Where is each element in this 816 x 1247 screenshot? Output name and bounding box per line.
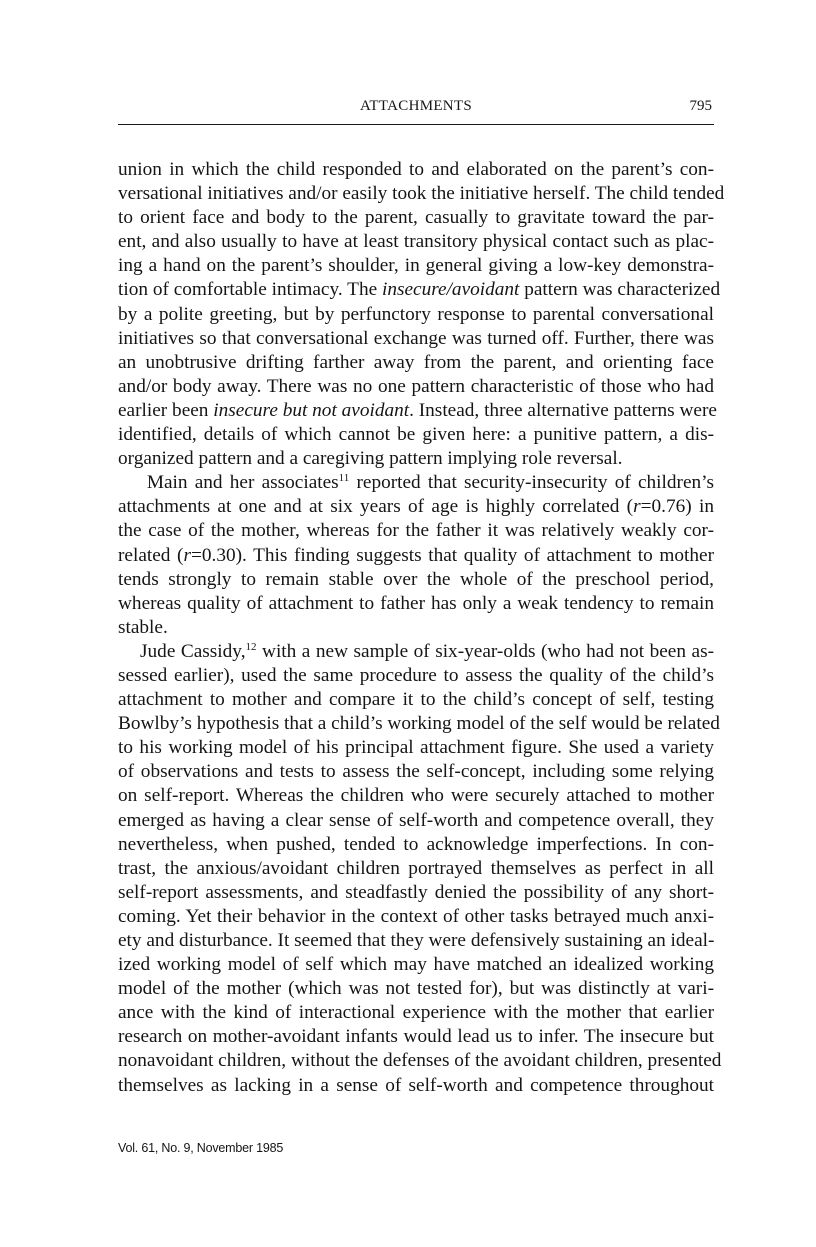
- paragraph: [118, 640, 722, 1098]
- text-run: =0.30). This finding suggests that quality of attachment to mother: [191, 544, 714, 566]
- footnote-ref: 12: [245, 640, 257, 653]
- text-line: coming. Yet their behavior in the context of other tasks betrayed much anxi-: [118, 905, 714, 927]
- text-line: identified, details of which cannot be given here: a punitive pattern, a dis-: [118, 424, 714, 446]
- text-line: the case of the mother, whereas for the father it was relatively weakly cor-: [118, 520, 714, 542]
- journal-citation: Vol. 61, No. 9, November 1985: [118, 1141, 284, 1155]
- text-line: [118, 471, 714, 495]
- text-line: on self-report. Whereas the children who were securely attached to mother: [118, 785, 714, 807]
- running-title: ATTACHMENTS: [359, 98, 473, 114]
- text-line: research on mother-avoidant infants would lead us to infer. The insecure but: [118, 1026, 714, 1048]
- text-line: to his working model of his principal attachment figure. She used a variety: [118, 737, 714, 759]
- text-line: ent, and also usually to have at least transitory physical contact such as plac-: [118, 231, 714, 253]
- text-line: stable.: [118, 616, 168, 638]
- text-line: self-report assessments, and steadfastly denied the possibility of any short-: [118, 881, 714, 903]
- variable: r: [183, 544, 191, 566]
- page-number: 795: [689, 98, 712, 114]
- text-run: with a new sample of six-year-olds (who had not been as-: [256, 640, 714, 662]
- emphasis-term: insecure/avoidant: [381, 279, 520, 301]
- text-line: ety and disturbance. It seemed that they were defensively sustaining an ideal-: [118, 930, 715, 951]
- text-line: emerged as having a clear sense of self-worth and competence overall, they: [118, 809, 714, 831]
- text-line: initiatives so that conversational exchange was turned off. Further, there was: [118, 327, 714, 349]
- text-line: whereas quality of attachment to father has only a weak tendency to remain: [118, 592, 714, 614]
- text-line: versational initiatives and/or easily took the initiative herself. The child tended: [118, 183, 725, 205]
- text-line: an unobtrusive drifting farther away from the parent, and orienting face: [118, 351, 714, 373]
- paragraph: [118, 471, 714, 640]
- text-run: reported that security-insecurity of children’s: [349, 472, 714, 494]
- text-run: pattern was characterized: [519, 279, 721, 301]
- text-line: model of the mother (which was not tested for), but was distinctly at vari-: [118, 978, 714, 1000]
- text-line: [118, 640, 714, 664]
- text-line: ized working model of self which may have matched an idealized working: [118, 954, 714, 976]
- text-run: . Instead, three alternative patterns were: [409, 399, 717, 421]
- text-line: nevertheless, when pushed, tended to acknowledge imperfections. In con-: [118, 833, 714, 855]
- text-line: by a polite greeting, but by perfunctory response to parental conversational: [118, 303, 714, 325]
- text-line: trast, the anxious/avoidant children portrayed themselves as perfect in all: [118, 857, 714, 879]
- text-line: ing a hand on the parent’s shoulder, in general giving a low-key demonstra-: [118, 255, 714, 277]
- text-line: [118, 278, 721, 302]
- text-run: Main and her associates: [146, 472, 339, 494]
- text-line: and/or body away. There was no one pattern characteristic of those who had: [118, 375, 714, 397]
- emphasis-term: insecure but not avoidant: [213, 399, 410, 421]
- variable: r: [633, 496, 641, 518]
- text-run: =0.76) in: [640, 496, 714, 518]
- text-line: ance with the kind of interactional experience with the mother that earlier: [118, 1002, 714, 1024]
- text-run: attachments at one and at six years of age is highly correlated (: [118, 496, 634, 518]
- paragraph: [118, 158, 725, 471]
- text-run: Jude Cassidy,: [140, 640, 246, 662]
- text-line: attachment to mother and compare it to the child’s concept of self, testing: [118, 689, 714, 711]
- text-line: of observations and tests to assess the self-concept, including some relying: [118, 761, 714, 783]
- text-line: [118, 399, 717, 423]
- text-line: themselves as lacking in a sense of self-worth and competence throughout: [118, 1074, 714, 1096]
- text-line: organized pattern and a caregiving pattern implying role reversal.: [118, 448, 623, 470]
- text-line: tends strongly to remain stable over the whole of the preschool period,: [118, 568, 714, 590]
- footnote-ref: 11: [338, 472, 350, 485]
- text-line: to orient face and body to the parent, casually to gravitate toward the par-: [118, 207, 714, 229]
- running-head: [118, 98, 714, 125]
- text-line: [118, 495, 714, 519]
- article-body: [118, 158, 725, 1098]
- text-run: earlier been: [118, 399, 214, 421]
- text-line: sessed earlier), used the same procedure to assess the quality of the child’s: [118, 664, 714, 686]
- text-line: union in which the child responded to and elaborated on the parent’s con-: [118, 159, 714, 180]
- text-run: tion of comfortable intimacy. The: [118, 279, 382, 301]
- text-line: [118, 544, 714, 568]
- text-line: Bowlby’s hypothesis that a child’s working model of the self would be related: [118, 713, 720, 735]
- text-line: nonavoidant children, without the defenses of the avoidant children, presented: [118, 1050, 722, 1072]
- text-run: related (: [118, 544, 184, 566]
